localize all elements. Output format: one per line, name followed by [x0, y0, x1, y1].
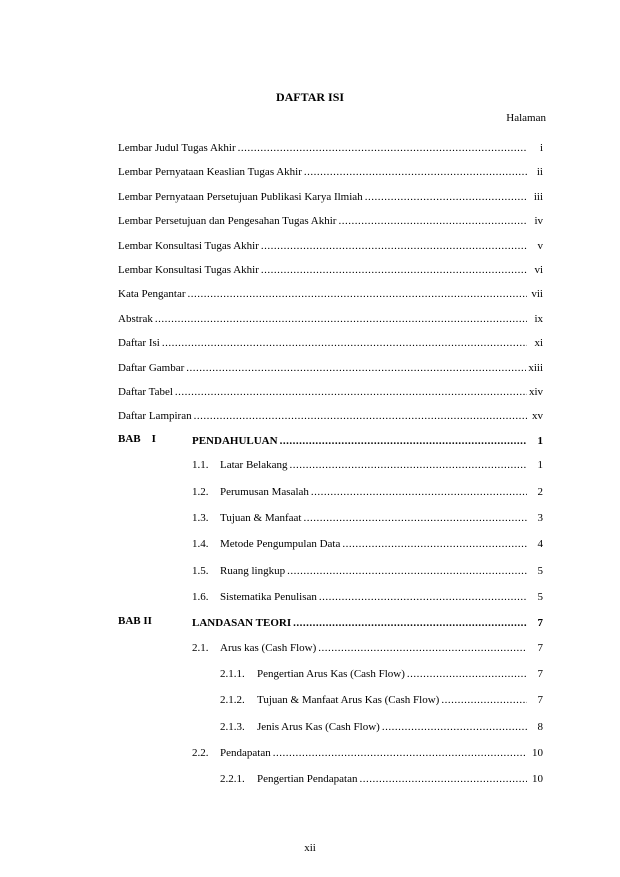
- chapter-code: BAB II: [118, 615, 152, 628]
- dot-leader: [319, 592, 527, 603]
- toc-entry-number: 2.2.: [192, 747, 209, 760]
- dot-leader: [318, 643, 527, 654]
- toc-entry-label: Tujuan & Manfaat Arus Kas (Cash Flow): [257, 694, 440, 707]
- toc-entry[interactable]: [118, 213, 543, 227]
- toc-subsection[interactable]: [220, 666, 543, 680]
- dot-leader: [293, 618, 527, 629]
- toc-entry-label: Sistematika Penulisan: [220, 590, 317, 603]
- toc-entry-label: Daftar Gambar: [118, 361, 185, 374]
- toc-entry[interactable]: [118, 384, 543, 398]
- toc-entry-page: xi: [534, 337, 543, 350]
- toc-entry[interactable]: [118, 286, 543, 300]
- dot-leader: [186, 363, 526, 374]
- toc-section[interactable]: [192, 536, 543, 550]
- dot-leader: [338, 216, 527, 227]
- toc-entry[interactable]: [118, 335, 543, 349]
- toc-entry-number: 2.1.2.: [220, 694, 245, 707]
- toc-entry-page: xiv: [528, 386, 543, 398]
- toc-entry-page: 2: [537, 485, 543, 498]
- toc-subsection[interactable]: [220, 771, 543, 785]
- toc-section[interactable]: [192, 745, 543, 759]
- toc-entry-label: LANDASAN TEORI: [192, 617, 292, 630]
- toc-entry-label: Jenis Arus Kas (Cash Flow): [257, 720, 380, 733]
- dot-leader: [407, 669, 527, 680]
- toc-section[interactable]: [192, 640, 543, 654]
- toc-entry[interactable]: [118, 408, 543, 422]
- dot-leader: [280, 436, 527, 447]
- toc-entry-label: PENDAHULUAN: [192, 434, 278, 447]
- toc-entry-page: 4: [537, 538, 543, 551]
- toc-entry-number: 1.2.: [192, 485, 209, 498]
- toc-entry-page: 7: [537, 641, 543, 654]
- toc-entry-page: 1: [537, 459, 543, 472]
- toc-entry-page: v: [537, 239, 543, 252]
- toc-entry-number: 1.6.: [192, 590, 209, 603]
- toc-entry-label: Abstrak: [118, 312, 153, 325]
- toc-entry-page: 1: [537, 434, 543, 447]
- dot-leader: [342, 539, 527, 550]
- dot-leader: [188, 289, 528, 300]
- toc-entry-number: 1.4.: [192, 538, 209, 551]
- toc-entry[interactable]: [118, 360, 543, 374]
- toc-entry-label: Lembar Konsultasi Tugas Akhir: [118, 239, 259, 252]
- toc-entry-page: i: [539, 142, 543, 154]
- toc-entry-page: iv: [534, 215, 543, 228]
- toc-section[interactable]: [192, 457, 543, 471]
- dot-leader: [261, 241, 527, 252]
- toc-entry-label: Pengertian Pendapatan: [257, 773, 358, 786]
- toc-entry[interactable]: [118, 311, 543, 325]
- toc-entry[interactable]: [118, 140, 543, 154]
- toc-entry[interactable]: [118, 164, 543, 178]
- dot-leader: [273, 748, 527, 759]
- toc-entry-number: 2.1.3.: [220, 720, 245, 733]
- toc-entry-label: Daftar Tabel: [118, 386, 173, 398]
- toc-entry-number: 2.1.: [192, 641, 209, 654]
- toc-section[interactable]: [192, 484, 543, 498]
- toc-entry-label: Lembar Pernyataan Keaslian Tugas Akhir: [118, 166, 302, 179]
- toc-entry-label: Daftar Isi: [118, 337, 160, 350]
- toc-entry-label: Pendapatan: [220, 747, 271, 760]
- toc-section[interactable]: [192, 510, 543, 524]
- page-number-footer: xii: [304, 842, 316, 854]
- dot-leader: [441, 695, 527, 706]
- toc-entry-label: Arus kas (Cash Flow): [220, 641, 317, 654]
- toc-entry-page: ii: [536, 166, 543, 179]
- toc-entry-label: Lembar Persetujuan dan Pengesahan Tugas Akhir: [118, 215, 337, 228]
- toc-entry-page: vi: [534, 264, 543, 276]
- toc-subsection[interactable]: [220, 719, 543, 733]
- dot-leader: [175, 387, 527, 398]
- toc-entry-number: 1.5.: [192, 564, 209, 577]
- dot-leader: [162, 338, 527, 349]
- toc-entry-page: 5: [537, 564, 543, 577]
- toc-entry-label: Lembar Judul Tugas Akhir: [118, 142, 236, 154]
- toc-entry-number: 2.1.1.: [220, 668, 245, 681]
- toc-entry-label: Perumusan Masalah: [220, 485, 309, 498]
- dot-leader: [304, 167, 527, 178]
- toc-entry-page: 5: [537, 590, 543, 603]
- toc-entry-label: Ruang lingkup: [220, 564, 286, 577]
- toc-entry-number: 1.1.: [192, 459, 209, 472]
- toc-entry-page: 10: [532, 747, 543, 760]
- dot-leader: [155, 314, 527, 325]
- toc-entry-page: 7: [537, 617, 543, 630]
- toc-entry-label: Daftar Lampiran: [118, 410, 192, 423]
- dot-leader: [290, 460, 528, 471]
- toc-entry-label: Latar Belakang: [220, 459, 288, 472]
- toc-section[interactable]: [192, 589, 543, 603]
- toc-chapter[interactable]: [192, 615, 543, 629]
- toc-entry-label: Metode Pengumpulan Data: [220, 538, 341, 551]
- chapter-code: BAB I: [118, 432, 156, 445]
- toc-entry-page: vii: [531, 288, 543, 301]
- toc-entry-page: ix: [534, 312, 543, 325]
- toc-entry-label: Pengertian Arus Kas (Cash Flow): [257, 668, 405, 681]
- toc-entry[interactable]: [118, 238, 543, 252]
- toc-entry-page: xiii: [528, 361, 543, 374]
- toc-chapter[interactable]: [192, 433, 543, 447]
- toc-entry-label: Kata Pengantar: [118, 288, 186, 301]
- toc-entry[interactable]: [118, 189, 543, 203]
- toc-entry-page: iii: [533, 190, 543, 203]
- dot-leader: [303, 513, 527, 524]
- dot-leader: [311, 487, 527, 498]
- dot-leader: [360, 774, 528, 785]
- toc-subsection[interactable]: [220, 692, 543, 706]
- page-column-header: Halaman: [506, 112, 546, 124]
- toc-entry-number: 1.3.: [192, 511, 209, 524]
- toc-entry-page: 10: [532, 773, 543, 786]
- dot-leader: [194, 411, 527, 422]
- dot-leader: [287, 566, 527, 577]
- toc-entry-label: Lembar Konsultasi Tugas Akhir: [118, 264, 259, 276]
- toc-entry-page: 7: [537, 694, 543, 707]
- toc-entry-page: 3: [537, 511, 543, 524]
- toc-entry-page: 7: [537, 668, 543, 681]
- toc-entry-label: Lembar Pernyataan Persetujuan Publikasi Karya Ilmiah: [118, 190, 363, 203]
- dot-leader: [382, 722, 527, 733]
- toc-entry-number: 2.2.1.: [220, 773, 245, 786]
- dot-leader: [261, 265, 527, 276]
- toc-entry-page: xv: [532, 410, 543, 423]
- dot-leader: [238, 143, 527, 154]
- page-title: DAFTAR ISI: [275, 90, 345, 104]
- toc-entry[interactable]: [118, 262, 543, 276]
- toc-section[interactable]: [192, 563, 543, 577]
- dot-leader: [365, 192, 527, 203]
- toc-entry-label: Tujuan & Manfaat: [220, 511, 302, 524]
- toc-entry-page: 8: [537, 720, 543, 733]
